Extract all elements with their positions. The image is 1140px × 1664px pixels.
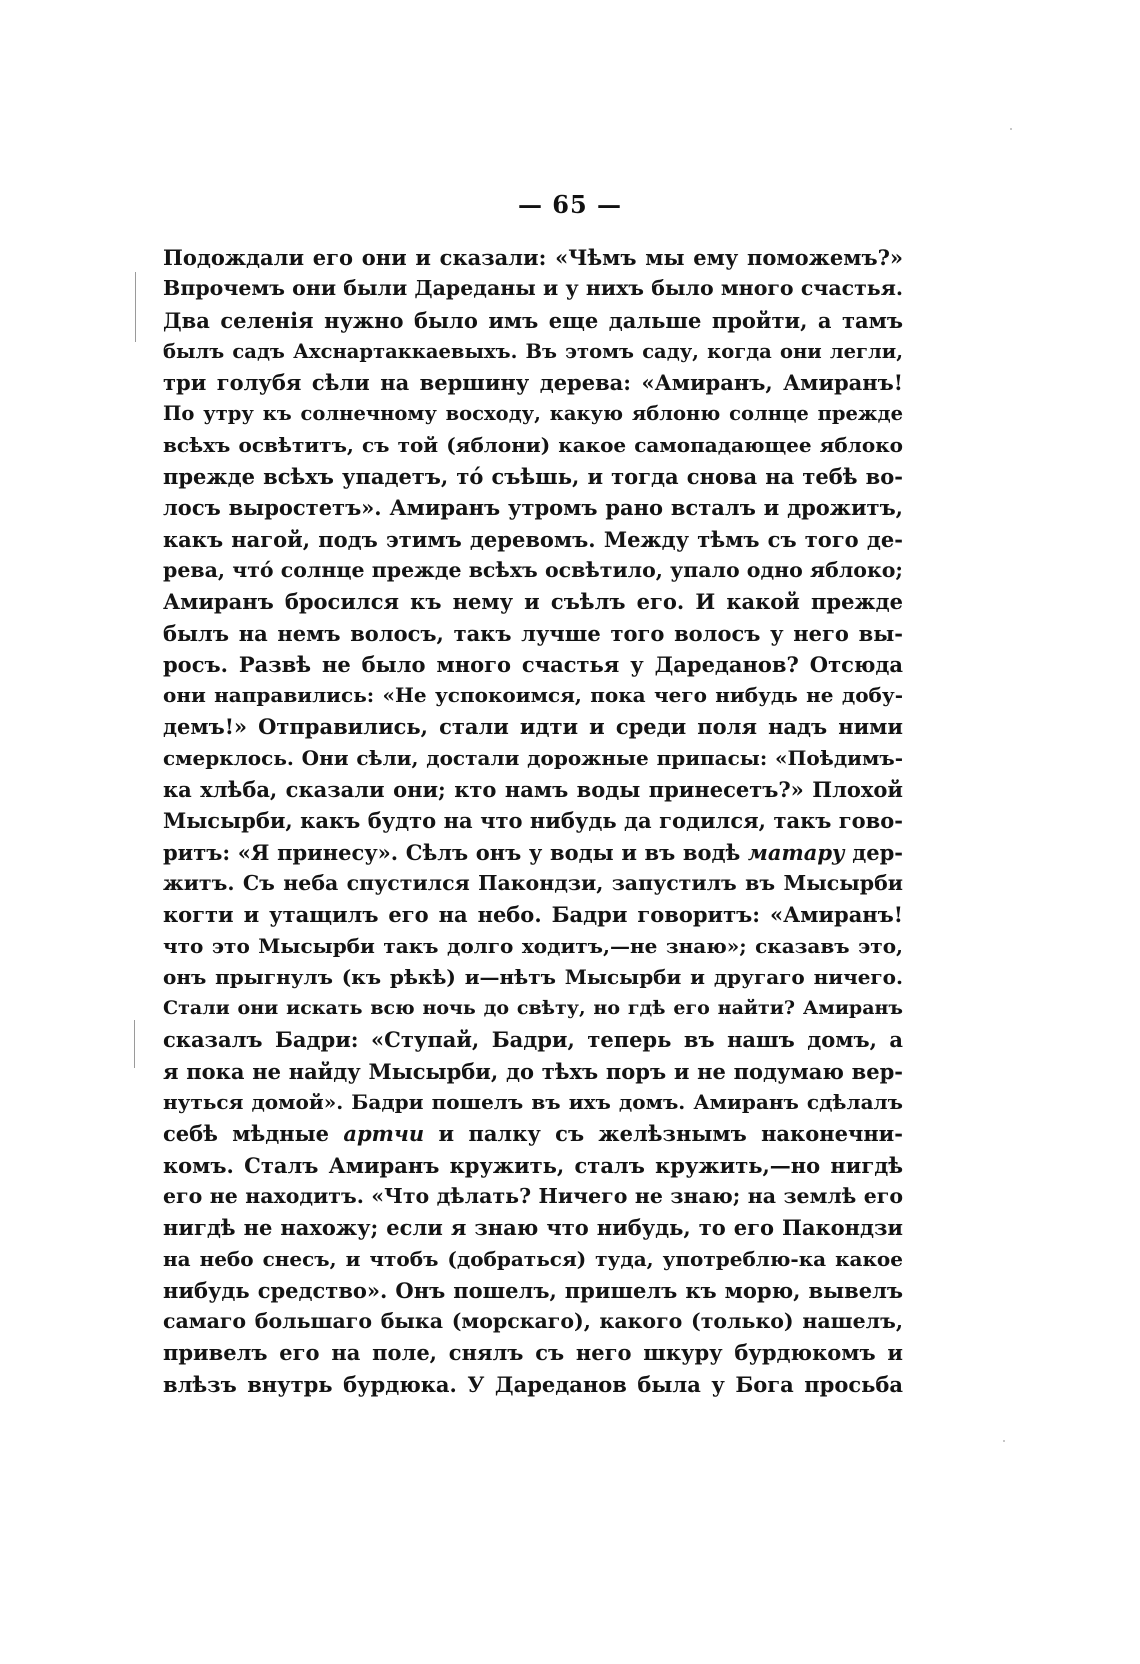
text-line: самаго большаго быка (морскаго), какого (только) нашелъ, <box>163 1309 903 1334</box>
text-line: что это Мысырби такъ долго ходитъ,—не знаю»; сказавъ это, <box>163 933 903 958</box>
text-line: всѣхъ освѣтитъ, съ той (яблони) какое самопадающее яблоко <box>163 432 903 457</box>
text-line: По утру къ солнечному восходу, какую яблоню солнце прежде <box>163 402 903 426</box>
text-line: росъ. Развѣ не было много счастья у Дареданов? Отсюда <box>163 651 903 677</box>
text-line: на небо снесъ, и чтобъ (добраться) туда, употреблю-ка какое <box>163 1246 903 1271</box>
text-line: Амиранъ бросился къ нему и съѣлъ его. И какой прежде <box>163 589 903 615</box>
page-number: — 65 — <box>517 190 623 219</box>
text-line: когти и утащилъ его на небо. Бадри говоритъ: «Амиранъ! <box>163 902 903 928</box>
text-line: Впрочемъ они были Дареданы и у нихъ было много счастья. <box>163 276 903 301</box>
text-line: былъ садъ Ахснартаккаевыхъ. Въ этомъ саду, когда они легли, <box>163 339 903 363</box>
text-line: ритъ: «Я принесу». Сѣлъ онъ у воды и въ водѣ матару дер- <box>163 839 903 865</box>
text-line: ка хлѣба, сказали они; кто намъ воды принесетъ?» Плохой <box>163 777 903 803</box>
text-line: его не находитъ. «Что дѣлать? Ничего не знаю; на землѣ его <box>163 1183 903 1208</box>
text-line: привелъ его на поле, снялъ съ него шкуру бурдюкомъ и <box>163 1340 903 1366</box>
text-line: какъ нагой, подъ этимъ деревомъ. Между тѣмъ съ того де- <box>163 526 903 552</box>
text-line: Два селенія нужно было имъ еще дальше пройти, а тамъ <box>163 307 903 333</box>
text-line: лосъ выростетъ». Амиранъ утромъ рано всталъ и дрожитъ, <box>163 495 903 521</box>
text-line: влѣзъ внутрь бурдюка. У Дареданов была у Бога просьба <box>163 1371 903 1397</box>
text-line: комъ. Сталъ Амиранъ кружить, сталъ кружить,—но нигдѣ <box>163 1152 903 1178</box>
body-text <box>163 242 903 1400</box>
text-line: нуться домой». Бадри пошелъ въ ихъ домъ. Амиранъ сдѣлалъ <box>163 1090 903 1115</box>
text-line: себѣ мѣдные артчи и палку съ желѣзнымъ наконечни- <box>163 1121 903 1147</box>
text-line: три голубя сѣли на вершину дерева: «Амиранъ, Амиранъ! <box>163 370 903 396</box>
text-line: демъ!» Отправились, стали идти и среди поля надъ ними <box>163 714 903 740</box>
text-line: житъ. Съ неба спустился Пакондзи, запустилъ въ Мысырби <box>163 870 903 895</box>
margin-mark <box>135 272 136 342</box>
text-line: Мысырби, какъ будто на что нибудь да годился, такъ гово- <box>163 808 903 834</box>
text-line: Стали они искать всю ночь до свѣту, но гдѣ его найти? Амиранъ <box>163 997 903 1020</box>
text-line: былъ на немъ волосъ, такъ лучше того волосъ у него вы- <box>163 620 903 646</box>
text-line: смерклось. Они сѣли, достали дорожные припасы: «Поѣдимъ- <box>163 745 903 770</box>
text-line: рева, что́ солнце прежде всѣхъ освѣтило, упало одно яблоко; <box>163 557 903 582</box>
text-line: нигдѣ не нахожу; если я знаю что нибудь, то его Пакондзи <box>163 1215 903 1241</box>
scan-speck <box>1010 128 1012 130</box>
text-line: сказалъ Бадри: «Ступай, Бадри, теперь въ нашъ домъ, а <box>163 1027 903 1053</box>
text-line: они направились: «Не успокоимся, пока чего нибудь не добу- <box>163 683 903 708</box>
text-line: нибудь средство». Онъ пошелъ, пришелъ къ морю, вывелъ <box>163 1277 903 1303</box>
text-line: Подождали его они и сказали: «Чѣмъ мы ему поможемъ?» <box>163 245 903 270</box>
margin-mark <box>134 1020 135 1068</box>
scan-speck <box>1003 1440 1005 1442</box>
text-line: онъ прыгнулъ (къ рѣкѣ) и—нѣтъ Мысырби и другаго ничего. <box>163 964 903 989</box>
text-line: я пока не найду Мысырби, до тѣхъ поръ и не подумаю вер- <box>163 1058 903 1084</box>
text-line: прежде всѣхъ упадетъ, то́ съѣшь, и тогда снова на тебѣ во- <box>163 464 903 490</box>
